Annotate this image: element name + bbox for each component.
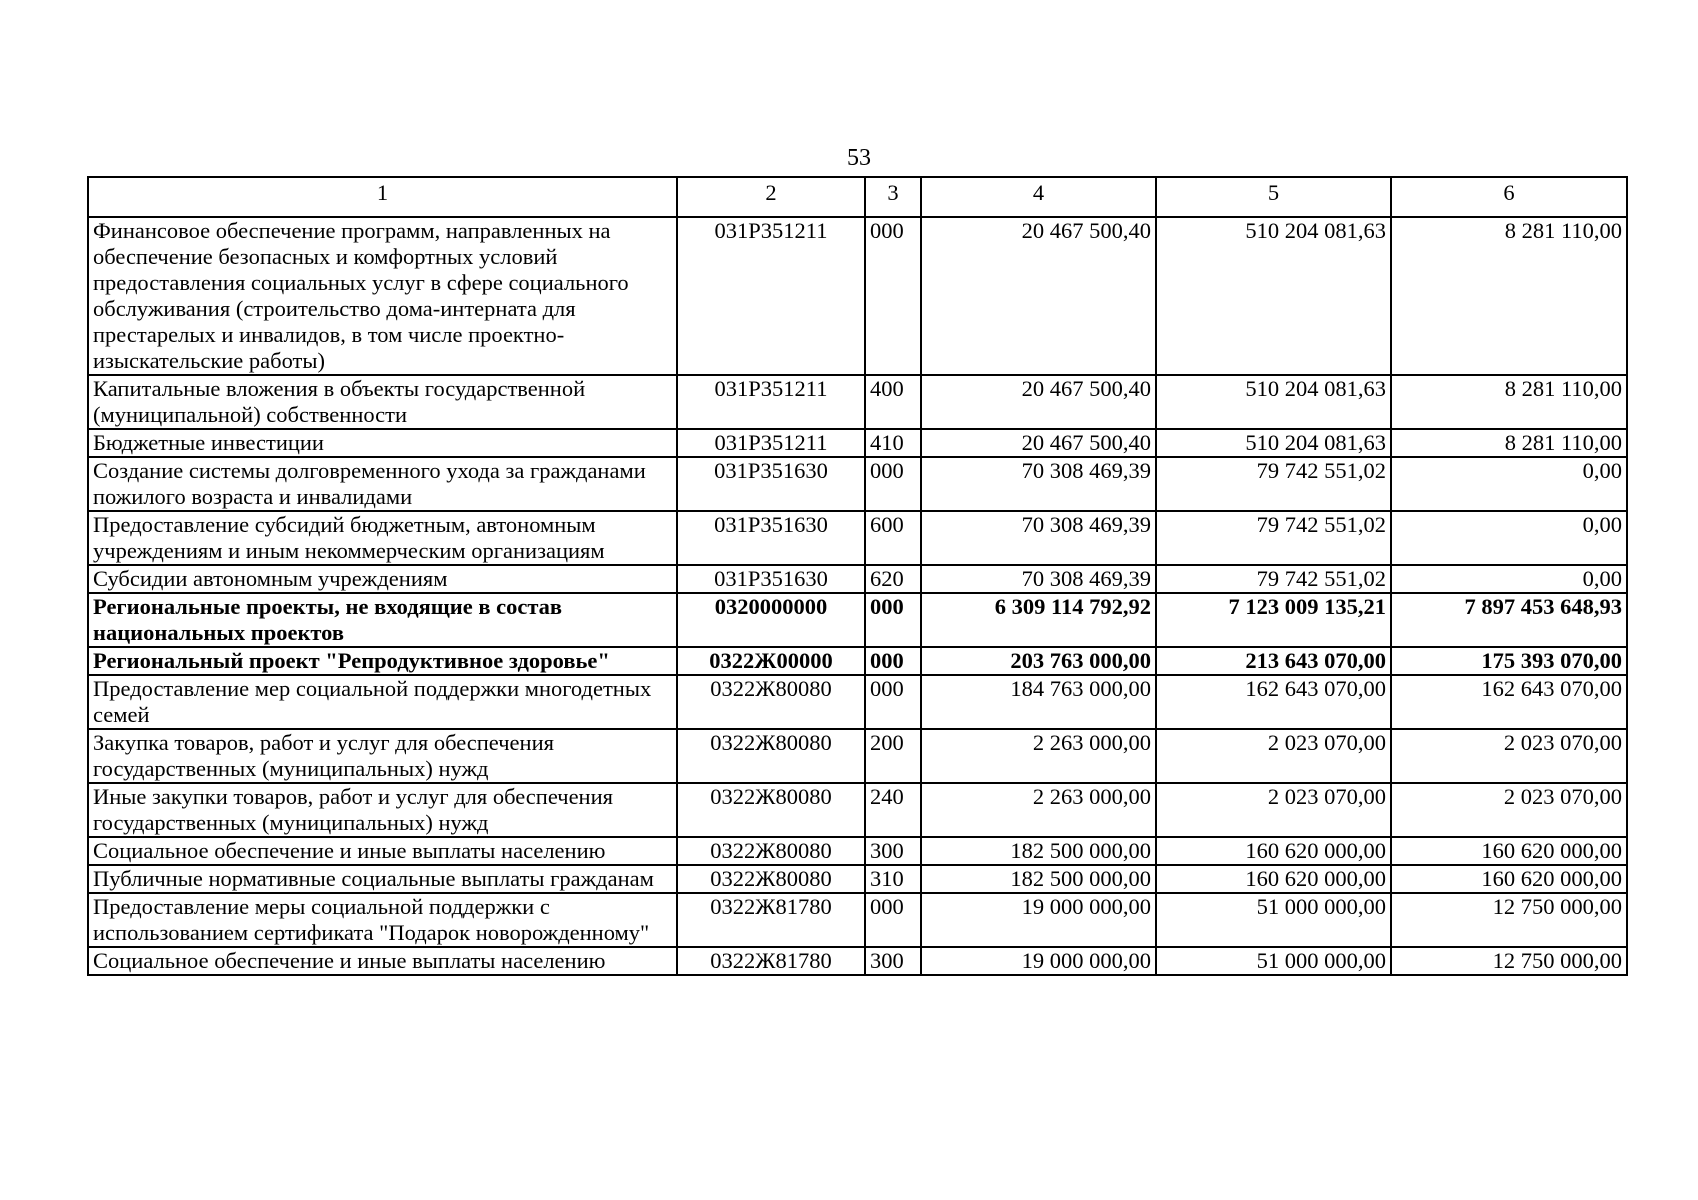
row-amount-col4-cell: 20 467 500,40	[921, 375, 1156, 429]
row-code-cell: 031Р351630	[677, 565, 865, 593]
row-name-cell: Создание системы долговременного ухода за гражданами пожилого возраста и инвалидами	[88, 457, 677, 511]
row-code-cell: 0322Ж80080	[677, 865, 865, 893]
table-row	[88, 783, 1627, 837]
table-body	[88, 217, 1627, 975]
row-name-cell: Капитальные вложения в объекты государственной (муниципальной) собственности	[88, 375, 677, 429]
row-expense-type-cell: 000	[865, 593, 921, 647]
table-row	[88, 375, 1627, 429]
row-amount-col4-cell: 182 500 000,00	[921, 865, 1156, 893]
row-expense-type-cell: 000	[865, 675, 921, 729]
row-amount-col4-cell: 203 763 000,00	[921, 647, 1156, 675]
row-code-cell: 031Р351630	[677, 457, 865, 511]
row-name-cell: Региональные проекты, не входящие в состав национальных проектов	[88, 593, 677, 647]
row-amount-col6-cell: 0,00	[1391, 511, 1627, 565]
row-amount-col6-cell: 2 023 070,00	[1391, 783, 1627, 837]
row-amount-col4-cell: 70 308 469,39	[921, 565, 1156, 593]
table-row	[88, 593, 1627, 647]
row-amount-col4-cell: 6 309 114 792,92	[921, 593, 1156, 647]
row-amount-col6-cell: 8 281 110,00	[1391, 429, 1627, 457]
row-amount-col4-cell: 70 308 469,39	[921, 511, 1156, 565]
row-amount-col6-cell: 0,00	[1391, 565, 1627, 593]
row-code-cell: 0320000000	[677, 593, 865, 647]
row-name-cell: Закупка товаров, работ и услуг для обеспечения государственных (муниципальных) нужд	[88, 729, 677, 783]
table-row	[88, 647, 1627, 675]
row-code-cell: 0322Ж81780	[677, 947, 865, 975]
table-row	[88, 729, 1627, 783]
row-amount-col5-cell: 79 742 551,02	[1156, 457, 1391, 511]
column-header-5: 5	[1156, 177, 1391, 217]
row-code-cell: 031Р351211	[677, 217, 865, 375]
budget-table	[87, 176, 1628, 976]
row-amount-col6-cell: 7 897 453 648,93	[1391, 593, 1627, 647]
row-expense-type-cell: 000	[865, 647, 921, 675]
row-amount-col5-cell: 510 204 081,63	[1156, 429, 1391, 457]
row-amount-col4-cell: 2 263 000,00	[921, 729, 1156, 783]
row-name-cell: Бюджетные инвестиции	[88, 429, 677, 457]
row-code-cell: 031Р351630	[677, 511, 865, 565]
row-code-cell: 031Р351211	[677, 375, 865, 429]
row-expense-type-cell: 240	[865, 783, 921, 837]
row-code-cell: 0322Ж80080	[677, 783, 865, 837]
row-amount-col6-cell: 12 750 000,00	[1391, 893, 1627, 947]
page-number: 53	[847, 145, 871, 171]
row-name-cell: Социальное обеспечение и иные выплаты населению	[88, 837, 677, 865]
table-row	[88, 429, 1627, 457]
row-amount-col6-cell: 162 643 070,00	[1391, 675, 1627, 729]
header-row	[88, 177, 1627, 217]
row-amount-col4-cell: 182 500 000,00	[921, 837, 1156, 865]
row-name-cell: Финансовое обеспечение программ, направленных на обеспечение безопасных и комфортных условий предоставления социальных услуг в сфере социального обслуживания (строительство дома-интерната для престарелых и инвалидов, в том числе проектно-изыскательские работы)	[88, 217, 677, 375]
row-amount-col5-cell: 7 123 009 135,21	[1156, 593, 1391, 647]
row-amount-col5-cell: 160 620 000,00	[1156, 865, 1391, 893]
column-header-3: 3	[865, 177, 921, 217]
table-row	[88, 565, 1627, 593]
table-row	[88, 837, 1627, 865]
row-expense-type-cell: 000	[865, 893, 921, 947]
row-amount-col5-cell: 51 000 000,00	[1156, 947, 1391, 975]
row-amount-col5-cell: 79 742 551,02	[1156, 511, 1391, 565]
row-expense-type-cell: 000	[865, 457, 921, 511]
row-code-cell: 0322Ж80080	[677, 729, 865, 783]
row-amount-col5-cell: 2 023 070,00	[1156, 783, 1391, 837]
row-expense-type-cell: 300	[865, 947, 921, 975]
row-name-cell: Предоставление субсидий бюджетным, автономным учреждениям и иным некоммерческим организациям	[88, 511, 677, 565]
table-row	[88, 865, 1627, 893]
row-amount-col4-cell: 184 763 000,00	[921, 675, 1156, 729]
row-amount-col4-cell: 20 467 500,40	[921, 217, 1156, 375]
row-name-cell: Публичные нормативные социальные выплаты гражданам	[88, 865, 677, 893]
row-amount-col6-cell: 175 393 070,00	[1391, 647, 1627, 675]
row-amount-col5-cell: 213 643 070,00	[1156, 647, 1391, 675]
row-amount-col6-cell: 0,00	[1391, 457, 1627, 511]
row-amount-col4-cell: 2 263 000,00	[921, 783, 1156, 837]
row-amount-col6-cell: 160 620 000,00	[1391, 865, 1627, 893]
row-code-cell: 0322Ж80080	[677, 675, 865, 729]
row-amount-col5-cell: 79 742 551,02	[1156, 565, 1391, 593]
table-row	[88, 217, 1627, 375]
table-row	[88, 947, 1627, 975]
row-name-cell: Региональный проект "Репродуктивное здоровье"	[88, 647, 677, 675]
row-name-cell: Предоставление мер социальной поддержки многодетных семей	[88, 675, 677, 729]
table-row	[88, 675, 1627, 729]
row-amount-col6-cell: 8 281 110,00	[1391, 217, 1627, 375]
row-expense-type-cell: 200	[865, 729, 921, 783]
row-expense-type-cell: 310	[865, 865, 921, 893]
row-expense-type-cell: 300	[865, 837, 921, 865]
row-code-cell: 0322Ж80080	[677, 837, 865, 865]
row-amount-col5-cell: 162 643 070,00	[1156, 675, 1391, 729]
row-amount-col4-cell: 19 000 000,00	[921, 893, 1156, 947]
row-amount-col6-cell: 160 620 000,00	[1391, 837, 1627, 865]
row-expense-type-cell: 620	[865, 565, 921, 593]
row-expense-type-cell: 400	[865, 375, 921, 429]
row-amount-col5-cell: 2 023 070,00	[1156, 729, 1391, 783]
row-code-cell: 031Р351211	[677, 429, 865, 457]
column-header-2: 2	[677, 177, 865, 217]
table-row	[88, 511, 1627, 565]
row-expense-type-cell: 410	[865, 429, 921, 457]
column-header-6: 6	[1391, 177, 1627, 217]
row-amount-col5-cell: 510 204 081,63	[1156, 375, 1391, 429]
row-amount-col6-cell: 2 023 070,00	[1391, 729, 1627, 783]
row-amount-col5-cell: 51 000 000,00	[1156, 893, 1391, 947]
row-amount-col4-cell: 19 000 000,00	[921, 947, 1156, 975]
row-code-cell: 0322Ж81780	[677, 893, 865, 947]
row-expense-type-cell: 600	[865, 511, 921, 565]
table-row	[88, 457, 1627, 511]
row-name-cell: Социальное обеспечение и иные выплаты населению	[88, 947, 677, 975]
row-amount-col6-cell: 12 750 000,00	[1391, 947, 1627, 975]
column-header-1: 1	[88, 177, 677, 217]
row-amount-col4-cell: 20 467 500,40	[921, 429, 1156, 457]
row-code-cell: 0322Ж00000	[677, 647, 865, 675]
row-amount-col6-cell: 8 281 110,00	[1391, 375, 1627, 429]
column-header-4: 4	[921, 177, 1156, 217]
table-row	[88, 893, 1627, 947]
row-amount-col5-cell: 160 620 000,00	[1156, 837, 1391, 865]
row-name-cell: Субсидии автономным учреждениям	[88, 565, 677, 593]
row-expense-type-cell: 000	[865, 217, 921, 375]
row-amount-col4-cell: 70 308 469,39	[921, 457, 1156, 511]
row-amount-col5-cell: 510 204 081,63	[1156, 217, 1391, 375]
row-name-cell: Иные закупки товаров, работ и услуг для обеспечения государственных (муниципальных) нужд	[88, 783, 677, 837]
row-name-cell: Предоставление меры социальной поддержки с использованием сертификата "Подарок новорожденному"	[88, 893, 677, 947]
